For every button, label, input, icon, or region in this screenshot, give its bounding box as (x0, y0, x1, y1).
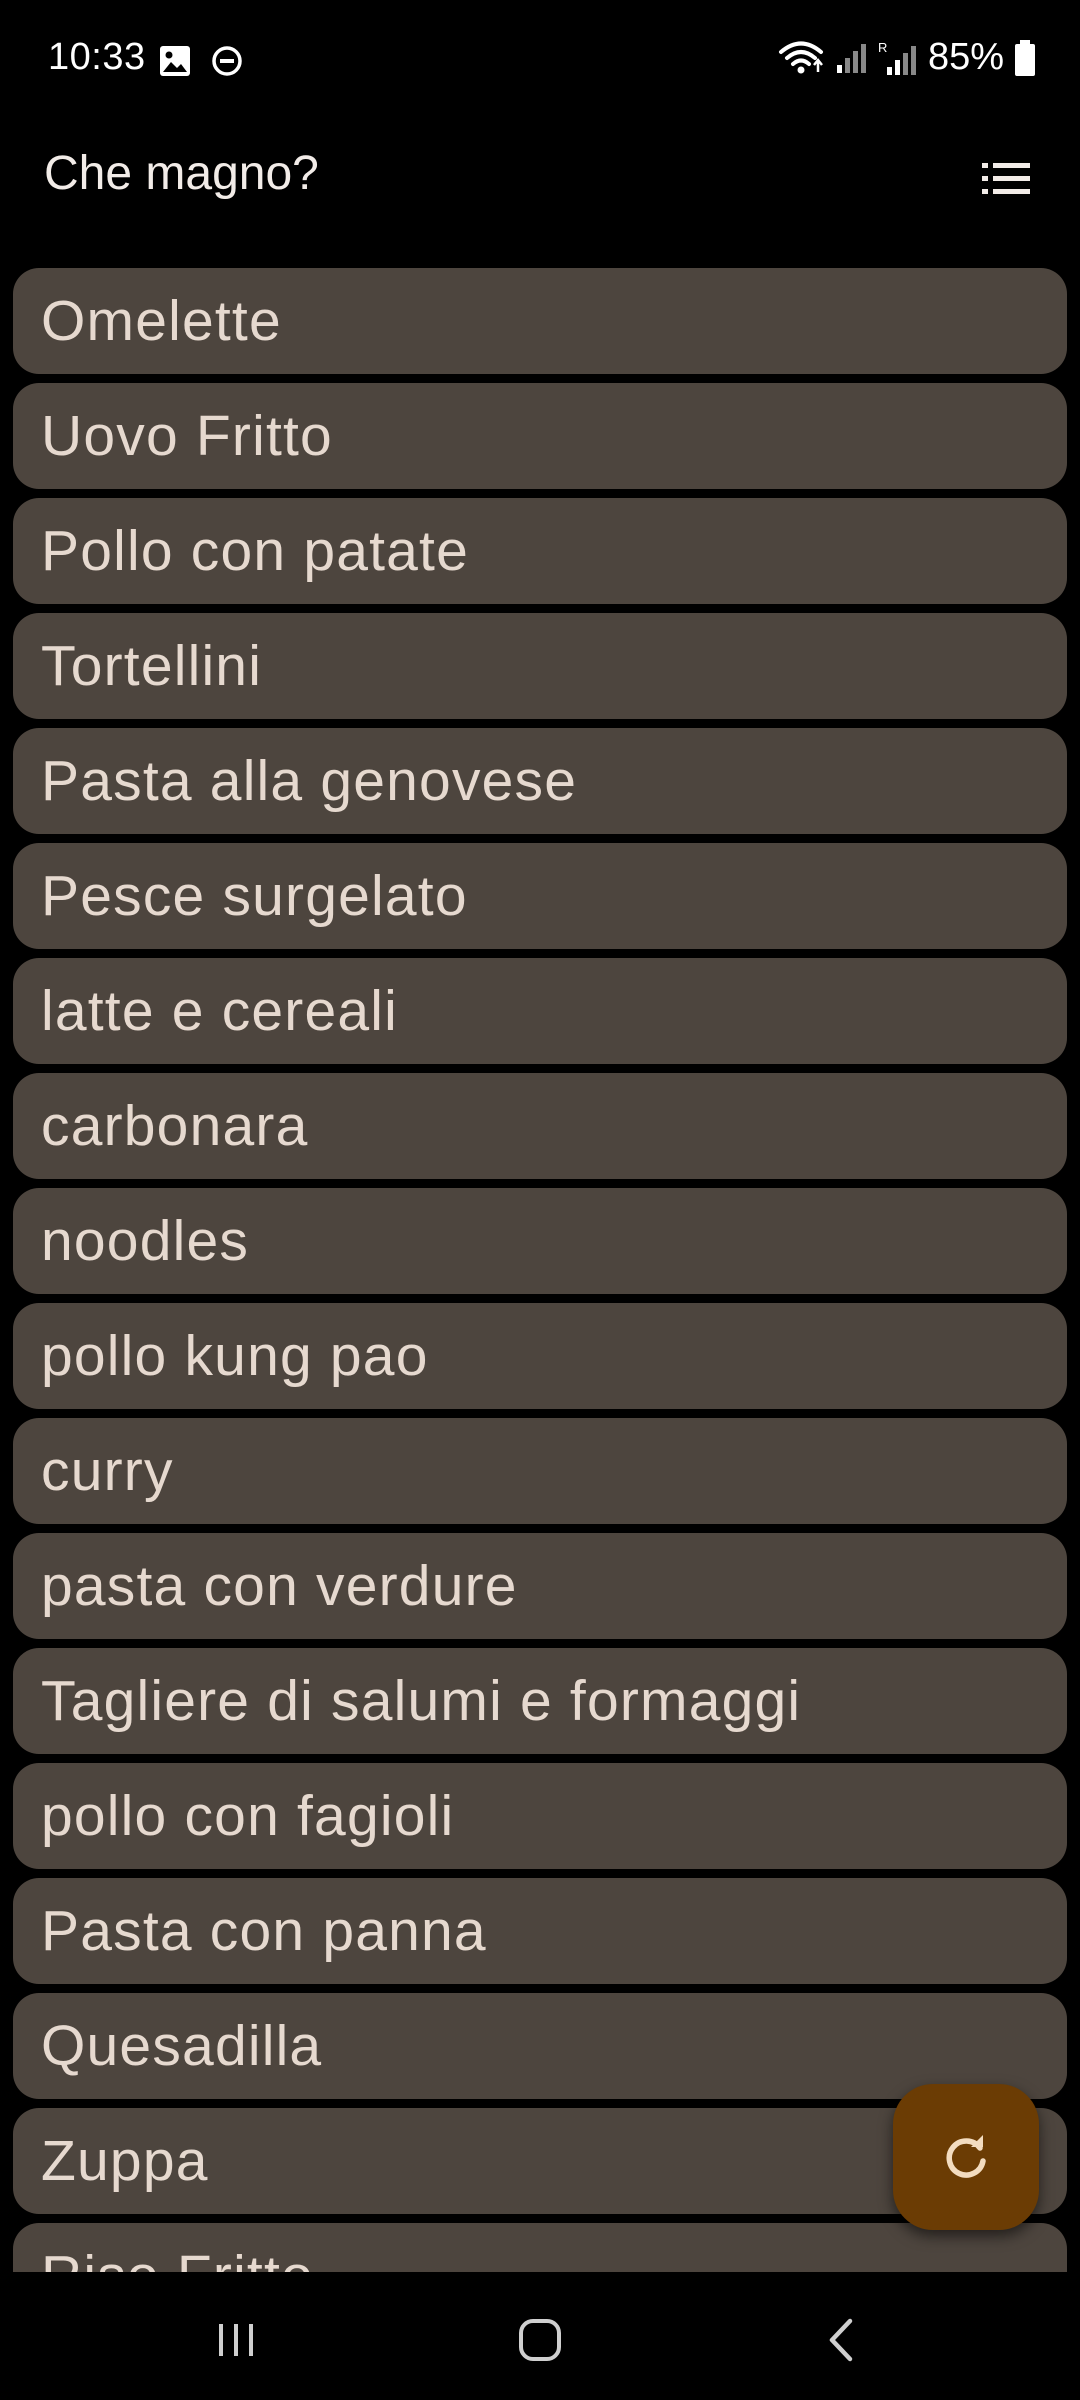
list-item[interactable] (13, 268, 1067, 374)
list-item-label: Uovo Fritto (41, 404, 333, 468)
list-item-label: Omelette (41, 289, 282, 353)
list-item[interactable] (13, 1188, 1067, 1294)
list-item-label: Quesadilla (41, 2014, 323, 2078)
list-item[interactable] (13, 728, 1067, 834)
list-item[interactable] (13, 383, 1067, 489)
system-nav-bar (0, 2272, 1080, 2400)
do-not-disturb-icon (210, 44, 244, 78)
list-menu-button[interactable] (966, 144, 1046, 214)
list-item[interactable] (13, 1418, 1067, 1524)
recents-button[interactable] (176, 2300, 296, 2380)
list-item[interactable] (13, 1648, 1067, 1754)
signal-icon (834, 41, 868, 75)
status-time: 10:33 (48, 36, 146, 78)
list-item-label: Zuppa (41, 2129, 209, 2193)
food-list[interactable] (0, 268, 1080, 2232)
back-button[interactable] (782, 2300, 902, 2380)
svg-text:R: R (877, 39, 888, 55)
refresh-button[interactable] (893, 2084, 1039, 2230)
list-item-label: Pasta alla genovese (41, 749, 578, 813)
list-item-label: Tortellini (41, 634, 263, 698)
back-icon (822, 2317, 862, 2363)
list-item-label: pollo kung pao (41, 1324, 429, 1388)
list-item-label: curry (41, 1439, 174, 1503)
list-item-label: noodles (41, 1209, 250, 1273)
refresh-icon (940, 2131, 992, 2183)
roaming-signal-icon (878, 39, 918, 77)
status-notification-icons (158, 44, 244, 78)
list-item[interactable] (13, 1073, 1067, 1179)
list-item[interactable] (13, 1763, 1067, 1869)
list-item[interactable] (13, 613, 1067, 719)
home-icon (517, 2317, 563, 2363)
list-item[interactable] (13, 1993, 1067, 2099)
list-item-label: Tagliere di salumi e formaggi (41, 1669, 802, 1733)
status-bar (0, 0, 1080, 124)
list-item-label: carbonara (41, 1094, 309, 1158)
app-title: Che magno? (44, 147, 319, 200)
list-item[interactable] (13, 958, 1067, 1064)
list-item-label: Pasta con panna (41, 1899, 487, 1963)
list-icon (980, 159, 1032, 199)
list-item[interactable] (13, 1878, 1067, 1984)
list-item-label: Pollo con patate (41, 519, 469, 583)
app-bar (0, 124, 1080, 244)
list-item-label: pollo con fagioli (41, 1784, 455, 1848)
recents-icon (213, 2320, 259, 2360)
list-item-label: Pesce surgelato (41, 864, 468, 928)
battery-percentage: 85% (927, 36, 1004, 78)
list-item[interactable] (13, 843, 1067, 949)
list-item[interactable] (13, 1533, 1067, 1639)
list-item[interactable] (13, 498, 1067, 604)
list-item[interactable] (13, 1303, 1067, 1409)
list-item-label: pasta con verdure (41, 1554, 518, 1618)
home-button[interactable] (480, 2300, 600, 2380)
gallery-icon (158, 44, 192, 78)
wifi-icon (778, 39, 824, 77)
status-system-icons (778, 36, 1036, 79)
list-item-label: latte e cereali (41, 979, 399, 1043)
battery-icon (1014, 39, 1036, 77)
